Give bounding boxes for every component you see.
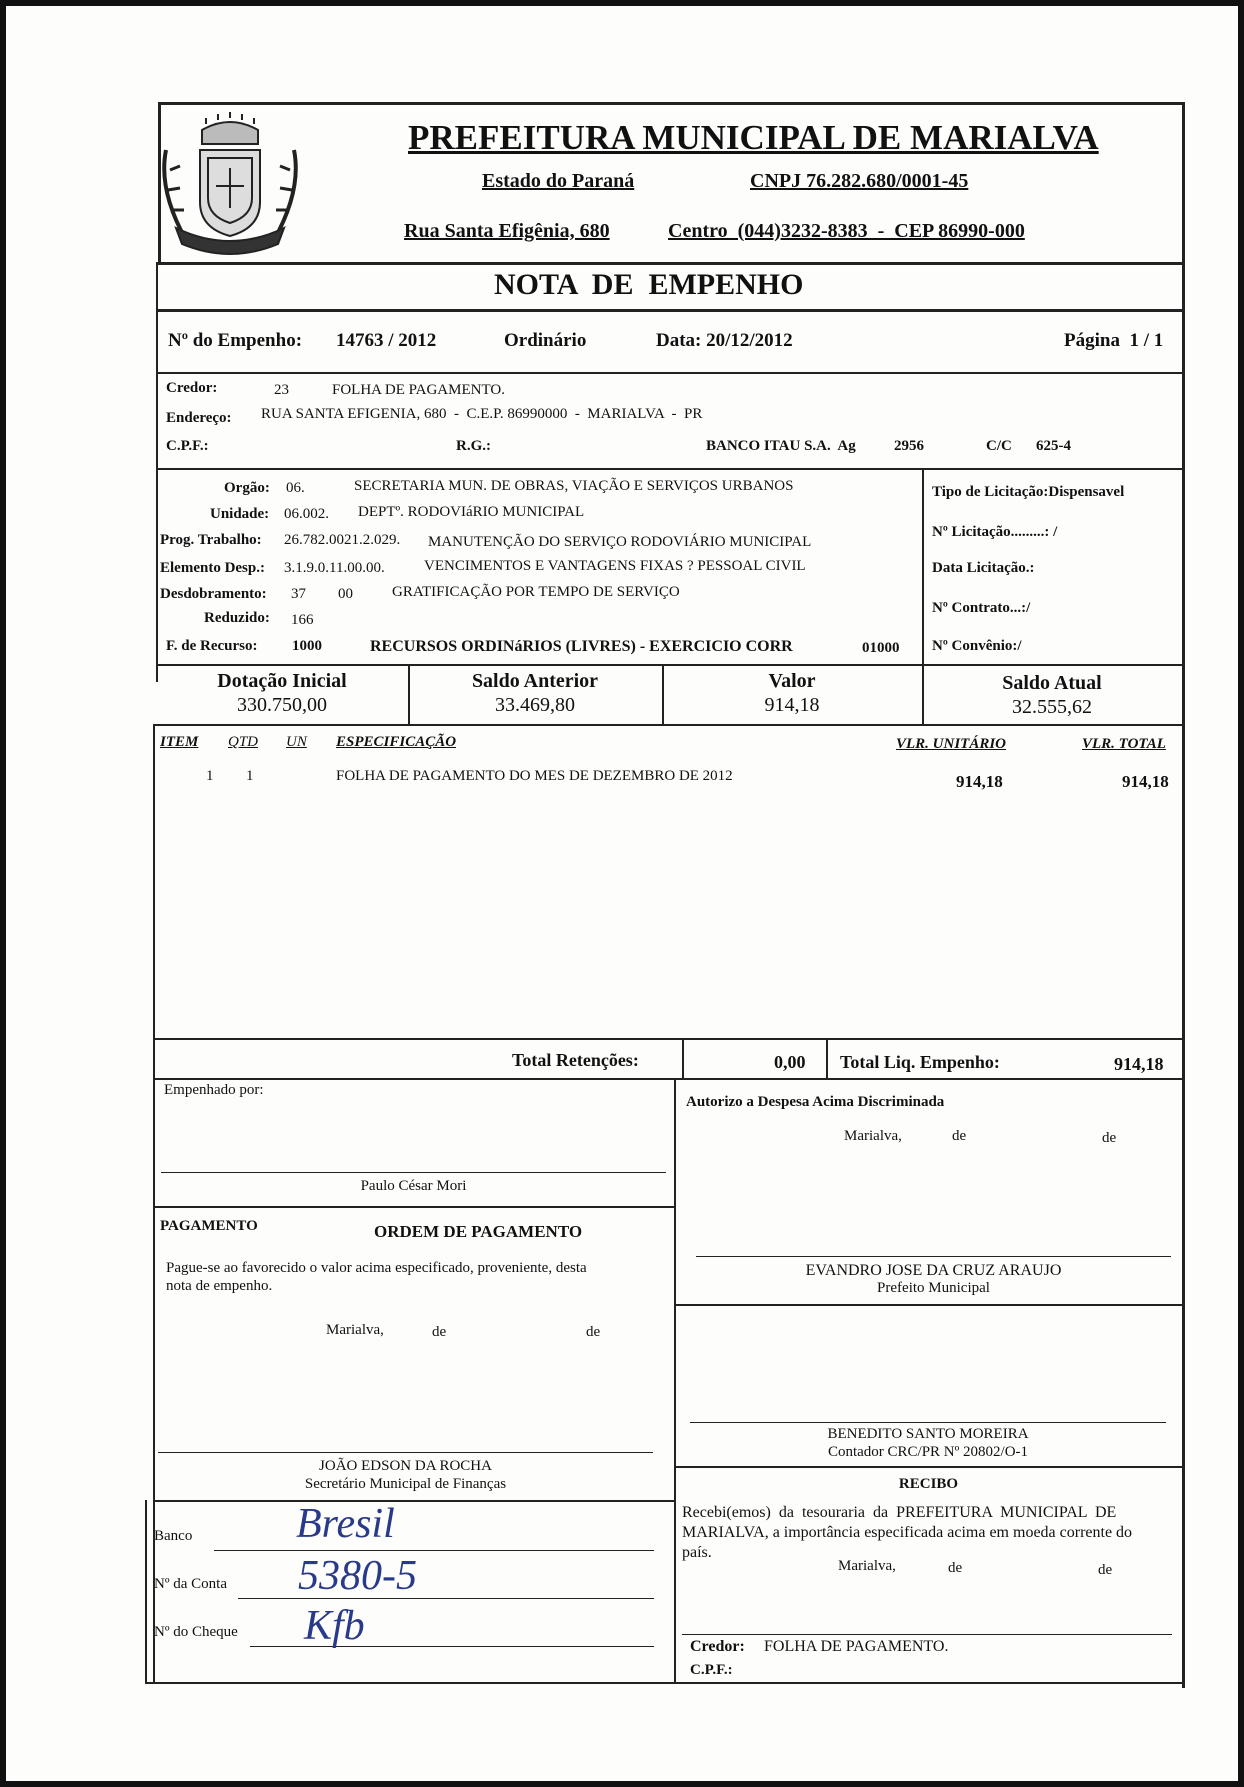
anterior-valor: 33.469,80 xyxy=(495,694,575,716)
prog-label: Prog. Trabalho: xyxy=(160,532,262,548)
prefeitura-title: PREFEITURA MUNICIPAL DE MARIALVA xyxy=(408,118,1099,157)
recurso-cod2: 01000 xyxy=(862,640,900,656)
autorizo-de2: de xyxy=(1102,1130,1117,1146)
rg-label: R.G.: xyxy=(456,438,491,454)
numero-contrato: Nº Contrato...:/ xyxy=(932,600,1031,616)
cnpj: CNPJ 76.282.680/0001-45 xyxy=(750,170,969,192)
recibo-credor: FOLHA DE PAGAMENTO. xyxy=(764,1638,949,1655)
col-un: UN xyxy=(286,734,307,750)
reduzido: 166 xyxy=(291,612,314,628)
nota-de-empenho-title: NOTA DE EMPENHO xyxy=(494,268,804,301)
endereco-label: Endereço: xyxy=(166,410,232,426)
contato: Centro (044)3232-8383 - CEP 86990-000 xyxy=(668,220,1025,242)
prog-cod: 26.782.0021.2.029. xyxy=(284,532,401,548)
autorizo-label: Autorizo a Despesa Acima Discriminada xyxy=(686,1094,945,1110)
credor-nome: FOLHA DE PAGAMENTO. xyxy=(332,382,505,398)
numero-convenio: Nº Convênio:/ xyxy=(932,638,1022,654)
recibo-cpf-label: C.P.F.: xyxy=(690,1662,733,1678)
recibo-de1: de xyxy=(948,1560,963,1576)
orgao-cod: 06. xyxy=(286,480,305,496)
cheque-label: Nº do Cheque xyxy=(154,1624,238,1640)
empenho-numero: 14763 / 2012 xyxy=(336,330,437,351)
prog: MANUTENÇÃO DO SERVIÇO RODOVIÁRIO MUNICIPAL xyxy=(428,534,812,550)
secretario-nome: JOÃO EDSON DA ROCHA xyxy=(319,1458,492,1474)
recibo-local: Marialva, xyxy=(838,1558,896,1574)
pagamento-texto2: nota de empenho. xyxy=(166,1278,273,1294)
banco-label: Banco xyxy=(154,1528,193,1544)
item-vtotal: 914,18 xyxy=(1122,772,1169,791)
col-vtotal: VLR. TOTAL xyxy=(1082,736,1166,752)
contador-nome: BENEDITO SANTO MOREIRA xyxy=(827,1426,1029,1442)
elemento-label: Elemento Desp.: xyxy=(160,560,265,576)
cpf-label: C.P.F.: xyxy=(166,438,209,454)
estado: Estado do Paraná xyxy=(482,170,635,192)
credor-label: Credor: xyxy=(166,380,218,396)
item-vunit: 914,18 xyxy=(956,772,1003,791)
desdob-label: Desdobramento: xyxy=(160,586,267,602)
numero-licitacao: Nº Licitação.........: / xyxy=(932,524,1058,540)
unidade: DEPTº. RODOVIáRIO MUNICIPAL xyxy=(358,504,585,520)
col-vunit: VLR. UNITÁRIO xyxy=(896,736,1007,752)
endereco: RUA SANTA EFIGENIA, 680 - C.E.P. 86990000 - MARIALVA - PR xyxy=(261,406,703,422)
conta-label: Nº da Conta xyxy=(154,1576,227,1592)
desdob-cod1: 37 xyxy=(291,586,306,602)
empenhado-nome: Paulo César Mori xyxy=(360,1178,467,1194)
recibo-credor-label: Credor: xyxy=(690,1638,745,1655)
liq-label: Total Liq. Empenho: xyxy=(840,1052,1000,1072)
elemento: VENCIMENTOS E VANTAGENS FIXAS ? PESSOAL CIVIL xyxy=(424,558,806,574)
secretario-cargo: Secretário Municipal de Finanças xyxy=(304,1476,507,1492)
cheque-handwriting: Kfb xyxy=(304,1603,365,1649)
document-sheet xyxy=(6,6,1238,1781)
recibo-linha3: país. xyxy=(682,1544,712,1561)
elemento-cod: 3.1.9.0.11.00.00. xyxy=(284,560,385,576)
recurso-cod: 1000 xyxy=(292,638,322,654)
contador-cargo: Contador CRC/PR Nº 20802/O-1 xyxy=(827,1444,1029,1460)
item-qtd: 1 xyxy=(246,768,254,784)
pagamento-texto1: Pague-se ao favorecido o valor acima especificado, proveniente, desta xyxy=(166,1260,587,1276)
valor-label: Valor xyxy=(768,670,816,692)
empenho-tipo: Ordinário xyxy=(504,330,587,351)
item-numero: 1 xyxy=(206,768,214,784)
item-espec: FOLHA DE PAGAMENTO DO MES DE DEZEMBRO DE 2012 xyxy=(336,768,733,784)
coat-of-arms-icon xyxy=(156,110,304,260)
orgao-label: Orgão: xyxy=(224,480,270,496)
dotacao-label: Dotação Inicial xyxy=(217,670,347,692)
banco-handwriting: Bresil xyxy=(296,1501,395,1547)
desdob: GRATIFICAÇÃO POR TEMPO DE SERVIÇO xyxy=(392,584,680,600)
recibo-de2: de xyxy=(1098,1562,1113,1578)
unidade-label: Unidade: xyxy=(210,506,270,522)
atual-label: Saldo Atual xyxy=(1002,672,1102,694)
pagina: Página 1 / 1 xyxy=(1064,330,1164,351)
atual-valor: 32.555,62 xyxy=(1012,696,1092,718)
pagamento-de1: de xyxy=(432,1324,447,1340)
col-espec: ESPECIFICAÇÃO xyxy=(336,734,457,750)
reduzido-label: Reduzido: xyxy=(204,610,270,626)
pagamento-de2: de xyxy=(586,1324,601,1340)
col-item: ITEM xyxy=(160,734,199,750)
retencoes-label: Total Retenções: xyxy=(512,1050,639,1070)
unidade-cod: 06.002. xyxy=(284,506,329,522)
recibo-linha1: Recebi(emos) da tesouraria da PREFEITURA MUNICIPAL DE xyxy=(682,1504,1117,1521)
recibo-linha2: MARIALVA, a importância especificada acima em moeda corrente do xyxy=(682,1524,1133,1541)
liq-valor: 914,18 xyxy=(1114,1054,1164,1074)
recurso: RECURSOS ORDINáRIOS (LIVRES) - EXERCICIO CORR xyxy=(370,638,793,655)
autorizo-de1: de xyxy=(952,1128,967,1144)
recurso-label: F. de Recurso: xyxy=(166,638,258,654)
recibo-title: RECIBO xyxy=(898,1476,959,1492)
tipo-licitacao: Tipo de Licitação:Dispensavel xyxy=(932,484,1125,500)
rua: Rua Santa Efigênia, 680 xyxy=(404,220,610,242)
prefeito-cargo: Prefeito Municipal xyxy=(877,1280,990,1296)
dotacao-valor: 330.750,00 xyxy=(237,694,327,716)
ordem-pagamento: ORDEM DE PAGAMENTO xyxy=(374,1222,583,1241)
agencia: 2956 xyxy=(894,438,924,454)
cc: 625-4 xyxy=(1036,438,1071,454)
empenhado-label: Empenhado por: xyxy=(164,1082,264,1098)
pagamento-local: Marialva, xyxy=(326,1322,384,1338)
cc-label: C/C xyxy=(986,438,1012,454)
empenho-label: Nº do Empenho: xyxy=(168,330,303,351)
retencoes-valor: 0,00 xyxy=(774,1052,806,1072)
prefeito-nome: EVANDRO JOSE DA CRUZ ARAUJO xyxy=(805,1262,1062,1279)
empenho-data: Data: 20/12/2012 xyxy=(656,330,793,351)
conta-handwriting: 5380-5 xyxy=(298,1553,417,1599)
anterior-label: Saldo Anterior xyxy=(471,670,599,692)
data-licitacao: Data Licitação.: xyxy=(932,560,1035,576)
pagamento-label: PAGAMENTO xyxy=(160,1218,258,1234)
credor-codigo: 23 xyxy=(274,382,289,398)
col-qtd: QTD xyxy=(228,734,259,750)
banco: BANCO ITAU S.A. Ag xyxy=(706,438,856,454)
orgao: SECRETARIA MUN. DE OBRAS, VIAÇÃO E SERVIÇOS URBANOS xyxy=(354,478,794,494)
desdob-cod2: 00 xyxy=(338,586,353,602)
valor: 914,18 xyxy=(764,694,820,716)
autorizo-local: Marialva, xyxy=(844,1128,902,1144)
